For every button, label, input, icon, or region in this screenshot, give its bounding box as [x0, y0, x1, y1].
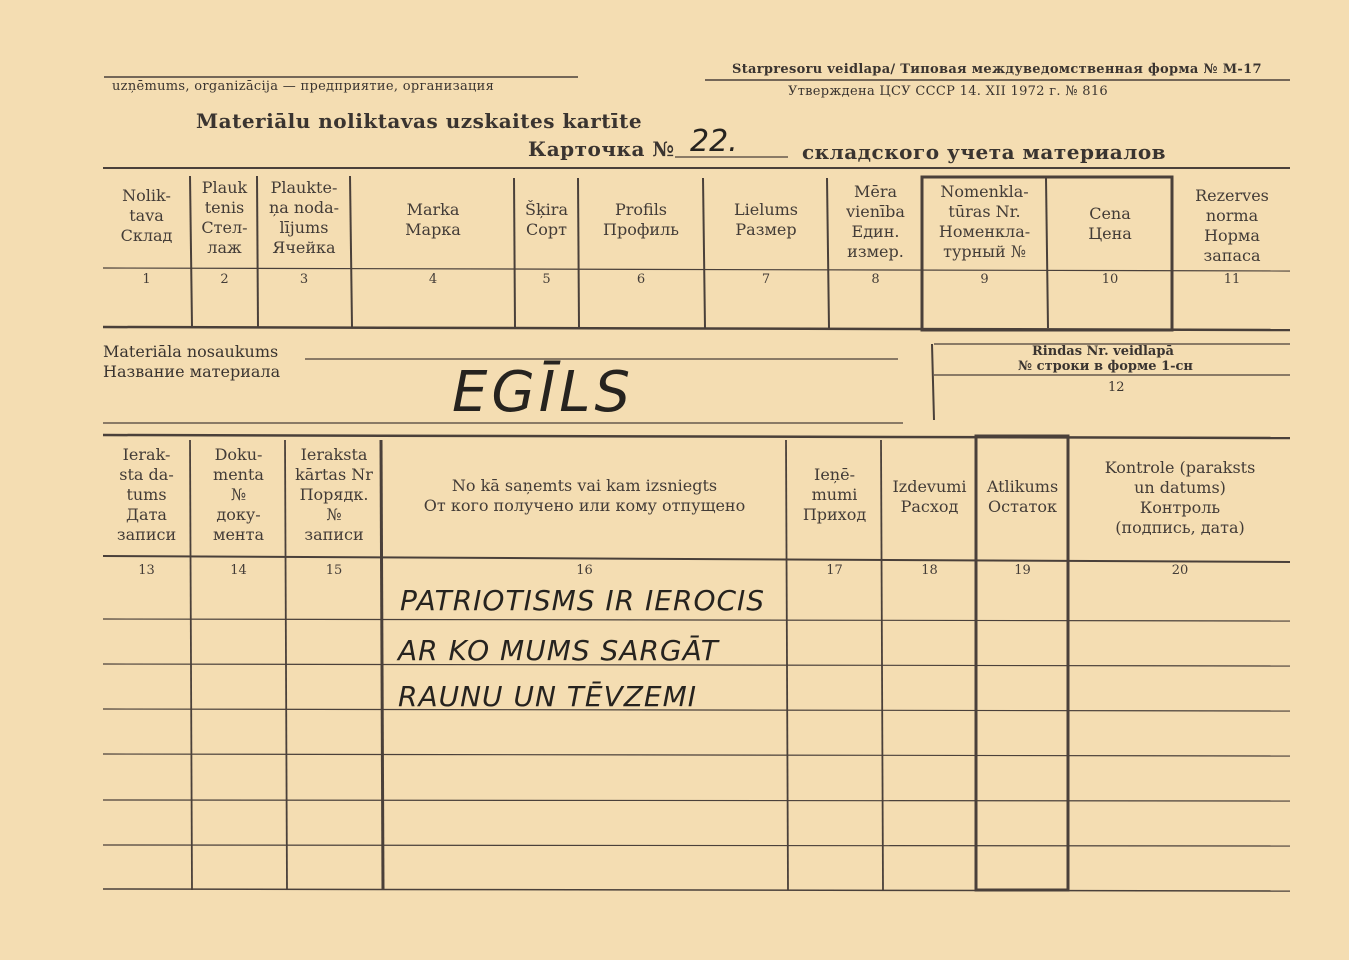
top-column-num-11: 11	[1223, 272, 1241, 287]
card-number: 22.	[690, 124, 738, 159]
bottom-header-19: Atlikums Остаток	[986, 477, 1059, 516]
material-label-latvian: Materiāla nosaukums	[103, 342, 279, 361]
top-header-8: Mēra vienība Един. измер.	[846, 182, 905, 261]
top-header-4: Marka Марка	[405, 200, 461, 239]
top-column-num-3: 3	[299, 272, 309, 287]
organization-label: uzņēmums, organizācija — предприятие, организация	[112, 79, 495, 94]
top-header-1: Nolik- tava Склад	[120, 186, 173, 245]
top-header-5: Šķira Сорт	[525, 200, 568, 239]
bottom-column-num-16: 16	[576, 563, 593, 578]
bottom-header-20: Kontrole (paraksts un datums) Контроль (подпись, дата)	[1104, 458, 1256, 537]
top-column-num-7: 7	[761, 272, 771, 287]
bottom-header-16: No kā saņemts vai kam izsniegts От кого получено или кому отпущено	[423, 476, 746, 515]
top-column-num-6: 6	[636, 272, 646, 287]
material-label-russian: Название материала	[103, 362, 281, 381]
handwritten-row-1: PATRIOTISMS IR IEROCIS	[400, 584, 766, 617]
bottom-column-num-18: 18	[921, 563, 938, 578]
top-column-num-9: 9	[980, 272, 989, 287]
bottom-column-num-20: 20	[1171, 563, 1189, 578]
row-number-column-num: 12	[1108, 380, 1125, 395]
handwritten-row-2: AR KO MUMS SARGĀT	[398, 634, 719, 667]
top-header-9: Nomenkla- tūras Nr. Номенкла- турный №	[938, 182, 1031, 261]
top-header-11: Rezerves norma Норма запаса	[1195, 186, 1269, 265]
top-column-num-4: 4	[428, 272, 438, 287]
top-column-num-2: 2	[220, 272, 229, 287]
bottom-column-num-14: 14	[230, 563, 247, 578]
handwritten-row-3: RAUNU UN TĒVZEMI	[398, 680, 698, 713]
bottom-header-15: Ieraksta kārtas Nr Порядк. № записи	[295, 445, 373, 544]
top-column-num-5: 5	[542, 272, 551, 287]
title-russian-suffix: складского учета материалов	[802, 140, 1167, 164]
top-column-num-10: 10	[1101, 272, 1119, 287]
bottom-column-num-19: 19	[1014, 563, 1031, 578]
bottom-column-num-13: 13	[138, 563, 155, 578]
title-russian-prefix: Карточка №	[528, 137, 675, 161]
top-column-num-1: 1	[142, 272, 151, 287]
bottom-header-18: Izdevumi Расход	[892, 477, 967, 516]
form-id-line: Starpresoru veidlapa/ Типовая междуведомственная форма № М-17	[732, 62, 1262, 77]
bottom-column-num-17: 17	[826, 563, 843, 578]
top-column-num-8: 8	[871, 272, 880, 287]
title-latvian: Materiālu noliktavas uzskaites kartīte	[196, 109, 643, 133]
bottom-header-17: Ieņē- mumi Приход	[802, 465, 867, 524]
top-header-2: Plauk tenis Стел- лаж	[201, 178, 248, 257]
row-number-label-russian: № строки в форме 1-сн	[1018, 359, 1193, 374]
top-header-3: Plaukte- ņa noda- lījums Ячейка	[268, 178, 340, 257]
bottom-column-num-15: 15	[325, 563, 343, 578]
form-approval-line: Утверждена ЦСУ СССР 14. XII 1972 г. № 816	[788, 84, 1108, 99]
top-header-7: Lielums Размер	[733, 200, 798, 239]
bottom-header-14: Doku- menta № доку- мента	[213, 445, 264, 544]
row-number-label-latvian: Rindas Nr. veidlapā	[1032, 344, 1174, 359]
top-header-10: Cena Цена	[1088, 204, 1132, 243]
top-header-6: Profils Профиль	[603, 200, 679, 239]
bottom-header-13: Ierak- sta da- tums Дата записи	[116, 445, 177, 544]
material-name-value: EGĪLS	[452, 360, 635, 425]
